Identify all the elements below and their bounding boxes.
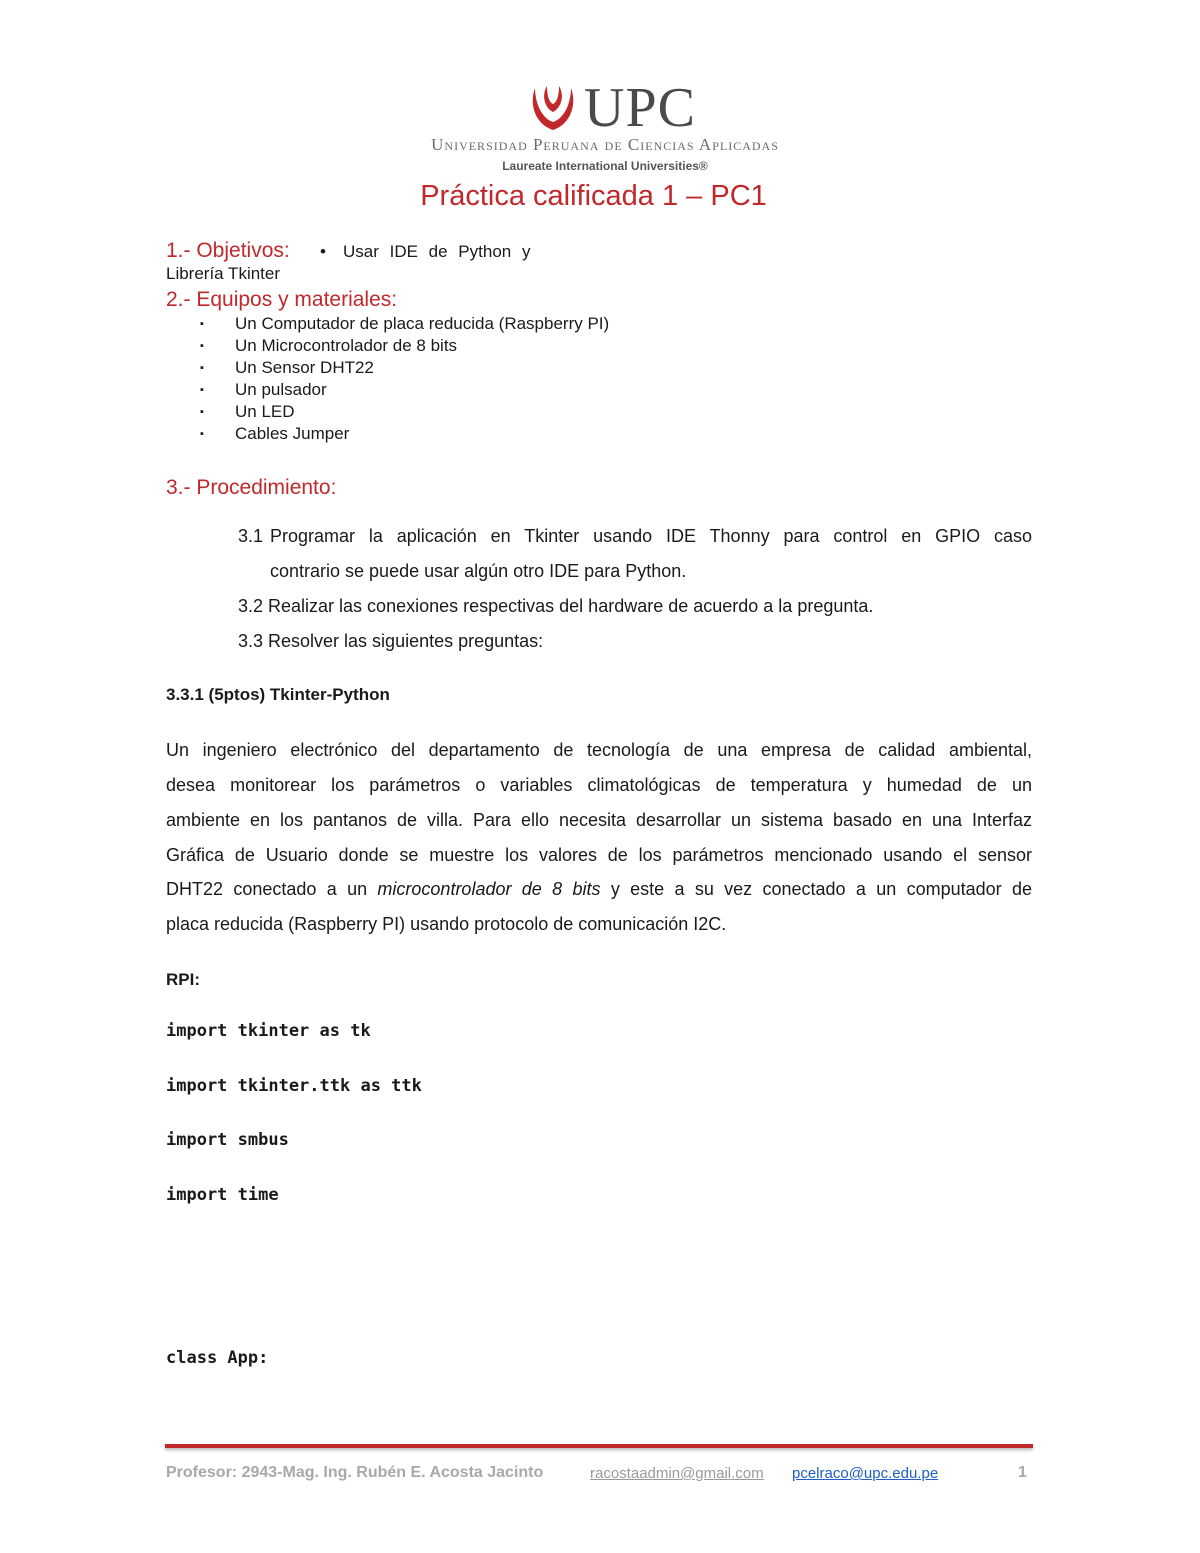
step-1-line1: Programar la aplicación en Tkinter usando IDE Thonny para control en GPIO caso [270,526,1032,546]
email-link-upc[interactable]: pcelraco@upc.edu.pe [792,1465,939,1482]
code-label: RPI: [166,970,200,989]
list-item: ▪ Un Computador de placa reducida (Raspberry PI) [200,313,609,335]
document-title: Práctica calificada 1 – PC1 [420,180,767,212]
materials-list [200,313,609,445]
question-line: Un ingeniero electrónico del departamento de tecnología de una empresa de calidad ambiental, [166,740,1032,760]
question-heading: 3.3.1 (5ptos) Tkinter-Python [166,685,390,704]
objectives-text-line2: Librería Tkinter [166,264,281,283]
question-line: ambiente en los pantanos de villa. Para ello necesita desarrollar un sistema basado en una Interfaz [166,810,1032,830]
question-text: y este a su vez conectado a un computador de [600,879,1032,899]
question-line-5 [166,879,1032,900]
footer-professor: Profesor: 2943-Mag. Ing. Rubén E. Acosta Jacinto [166,1464,544,1481]
step-1-number: 3.1 [238,526,264,546]
question-line: placa reducida (Raspberry PI) usando protocolo de comunicación I2C. [166,914,727,934]
objectives-text-line1: Usar IDE de Python y [343,242,531,261]
step-2: 3.2 Realizar las conexiones respectivas del hardware de acuerdo a la pregunta. [238,596,874,616]
step-1-line2: contrario se puede usar algún otro IDE para Python. [270,561,687,581]
logo-wordmark: UPC [584,77,696,139]
code-line: import tkinter.ttk as ttk [166,1076,422,1096]
list-item: ▪ Un Sensor DHT22 [200,357,609,379]
materials-heading: 2.- Equipos y materiales: [166,288,398,311]
step-3: 3.3 Resolver las siguientes preguntas: [238,631,544,651]
page-number: 1 [1018,1464,1027,1481]
list-item: ▪ Un pulsador [200,379,609,401]
upc-logo-icon [527,82,579,134]
question-italic-text: microcontrolador de 8 bits [377,879,601,899]
laureate-tagline: Laureate International Universities® [502,159,708,173]
question-text: DHT22 conectado a un [166,879,378,899]
question-line: Gráfica de Usuario donde se muestre los valores de los parámetros mencionado usando el sensor [166,845,1032,865]
code-line: import smbus [166,1130,289,1150]
objectives-heading: 1.- Objetivos: [166,239,290,262]
university-name: Universidad Peruana de Ciencias Aplicadas [431,135,779,154]
objectives-bullet: • [320,242,326,261]
email-link-gmail[interactable]: racostaadmin@gmail.com [590,1465,764,1482]
list-item: ▪ Cables Jumper [200,423,609,445]
code-line: class App: [166,1348,269,1368]
list-item: ▪ Un LED [200,401,609,423]
question-line: desea monitorear los parámetros o variables climatológicas de temperatura y humedad de un [166,775,1032,795]
procedure-heading: 3.- Procedimiento: [166,476,337,499]
code-line: import time [166,1185,279,1205]
list-item: ▪ Un Microcontrolador de 8 bits [200,335,609,357]
code-line: import tkinter as tk [166,1021,371,1041]
footer-divider [165,1444,1033,1448]
